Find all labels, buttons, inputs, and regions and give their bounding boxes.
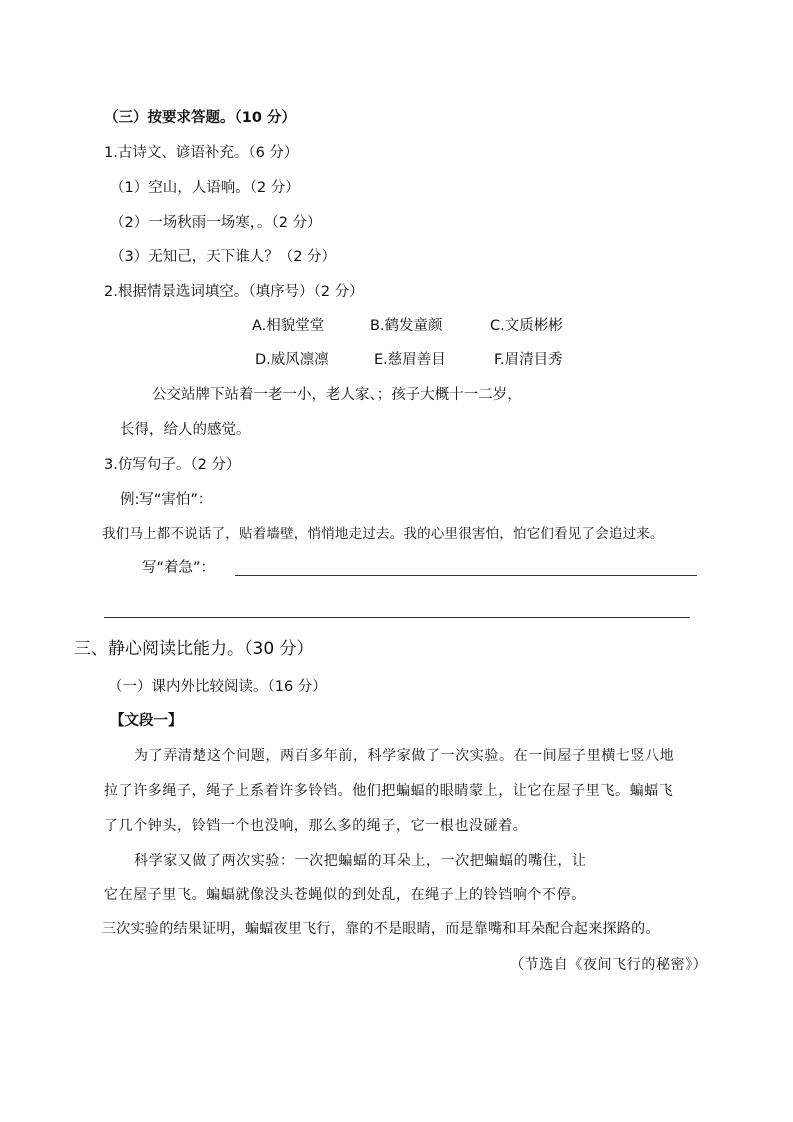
paragraph-1-line-2: 拉了许多绳子，绳子上系着许多铃铛。他们把蝙蝠的眼睛蒙上，让它在屋子里飞。蝙蝠飞: [104, 783, 674, 799]
passage-source: （节选自《夜间飞行的秘密》）: [510, 957, 708, 973]
paragraph-2-line-2: 它在屋子里飞。蝙蝠就像没头苍蝇似的到处乱，在绳子上的铃铛响个不停。: [104, 887, 586, 903]
question-3-prompt: 写“着急”：: [142, 560, 216, 576]
question-1-item-2: （2）一场秋雨一场寒，。（2 分）: [110, 215, 322, 231]
option-a: A.相貌堂堂: [252, 318, 325, 334]
option-d: D.威风凛凛: [255, 352, 329, 368]
paragraph-2-line-1: 科学家又做了两次实验：一次把蝙蝠的耳朵上，一次把蝙蝠的嘴住，让: [134, 853, 587, 869]
question-1-item-3: （3）无知己，天下谁人？（2 分）: [110, 249, 337, 265]
paragraph-1-line-3: 了几个钟头，铃铛一个也没响，那么多的绳子，它一根也没碰着。: [104, 818, 528, 834]
option-f: F.眉清目秀: [494, 352, 563, 368]
question-3-example-sentence: 我们马上都不说话了，贴着墙壁，悄悄地走过去。我的心里很害怕，怕它们看见了会追过来。: [102, 526, 664, 542]
paragraph-2-line-3: 三次实验的结果证明，蝙蝠夜里飞行，靠的不是眼睛，而是靠嘴和耳朵配合起来探路的。: [102, 921, 660, 937]
paragraph-1-line-1: 为了弄清楚这个问题，两百多年前，科学家做了一次实验。在一间屋子里横七竖八地: [134, 748, 675, 764]
question-2-passage-line-2: 长得，给人的感觉。: [120, 422, 251, 438]
option-c: C.文质彬彬: [490, 318, 563, 334]
question-1-item-1: （1）空山，人语响。（2 分）: [110, 180, 300, 196]
question-3-example-label: 例:写“害怕”：: [120, 492, 213, 508]
passage-label: 【文段一】: [110, 713, 183, 729]
question-3-title: 3.仿写句子。（2 分）: [104, 457, 241, 473]
question-1-title: 1.古诗文、谚语补充。（6 分）: [104, 145, 299, 161]
part-1-heading: （一）课内外比较阅读。（16 分）: [108, 679, 327, 695]
answer-line-2[interactable]: [104, 617, 690, 618]
section-three-heading: 三、静心阅读比能力。（30 分）: [74, 639, 314, 659]
section-3-heading: （三）按要求答题。（10 分）: [104, 110, 296, 126]
option-e: E.慈眉善目: [374, 352, 446, 368]
answer-line-1[interactable]: [235, 575, 697, 576]
question-2-title: 2.根据情景选词填空。（填序号）（2 分）: [104, 284, 364, 300]
question-2-passage-line-1: 公交站牌下站着一老一小，老人家、；孩子大概十一二岁，: [152, 387, 522, 403]
option-b: B.鹤发童颜: [370, 318, 443, 334]
